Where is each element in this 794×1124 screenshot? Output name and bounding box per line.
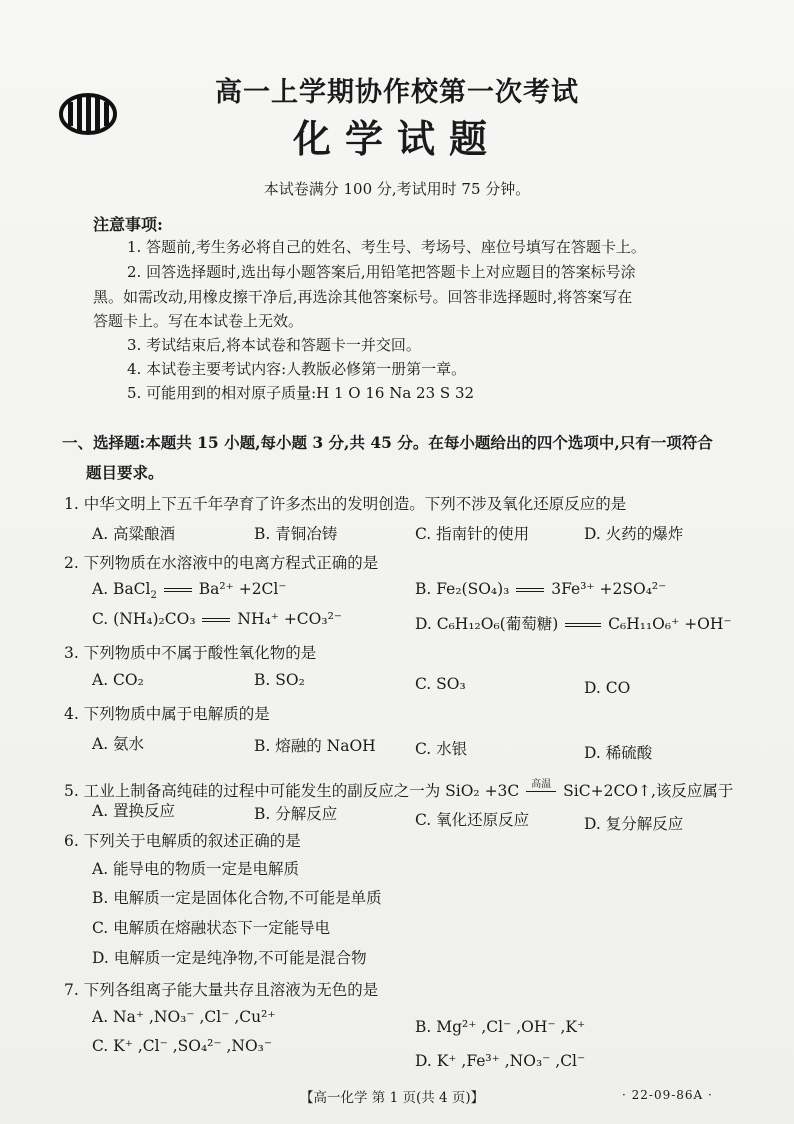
section-heading-line2: 题目要求。 bbox=[86, 463, 164, 482]
option-a-products: Ba²⁺ +2Cl⁻ bbox=[198, 580, 287, 598]
equals-sign bbox=[202, 618, 230, 622]
equals-sign bbox=[516, 588, 544, 592]
question-6-option-c: C. 电解质在熔融状态下一定能导电 bbox=[92, 919, 331, 937]
paper-code: · 22-09-86A · bbox=[622, 1088, 713, 1102]
question-6-option-d: D. 电解质一定是纯净物,不可能是混合物 bbox=[92, 949, 367, 967]
notice-item-1: 1. 答题前,考生务必将自己的姓名、考生号、考场号、座位号填写在答题卡上。 bbox=[127, 238, 646, 256]
exam-title: 高一上学期协作校第一次考试 bbox=[215, 77, 579, 108]
question-4-option-c: C. 水银 bbox=[415, 740, 468, 758]
question-5-stem bbox=[64, 779, 733, 801]
notice-item-2-cont: 黑。如需改动,用橡皮擦干净后,再选涂其他答案标号。回答非选择题时,将答案写在 bbox=[93, 288, 633, 306]
question-3-option-c: C. SO₃ bbox=[415, 675, 466, 693]
question-1-option-a: A. 高粱酿酒 bbox=[92, 525, 176, 543]
question-3-stem: 3. 下列物质中不属于酸性氧化物的是 bbox=[64, 644, 317, 662]
option-b-products: 3Fe³⁺ +2SO₄²⁻ bbox=[551, 580, 667, 598]
question-7-stem: 7. 下列各组离子能大量共存且溶液为无色的是 bbox=[64, 981, 379, 999]
section-heading bbox=[62, 428, 742, 488]
subject-title: 化学试题 bbox=[292, 116, 501, 161]
question-5-option-a: A. 置换反应 bbox=[92, 802, 176, 820]
question-6-option-b: B. 电解质一定是固体化合物,不可能是单质 bbox=[92, 889, 382, 907]
reaction-condition-label: 高温 bbox=[531, 779, 552, 790]
notice-item-2: 2. 回答选择题时,选出每小题答案后,用铅笔把答题卡上对应题目的答案标号涂 bbox=[127, 263, 636, 281]
question-5-stem-end: SiC+2CO↑,该反应属于 bbox=[563, 782, 734, 800]
question-5-option-b: B. 分解反应 bbox=[254, 805, 338, 823]
notice-item-3: 3. 考试结束后,将本试卷和答题卡一并交回。 bbox=[127, 336, 421, 354]
question-5-option-c: C. 氧化还原反应 bbox=[415, 811, 530, 829]
question-1-option-b: B. 青铜冶铸 bbox=[254, 525, 338, 543]
question-1-stem: 1. 中华文明上下五千年孕育了许多杰出的发明创造。下列不涉及氧化还原反应的是 bbox=[64, 495, 627, 513]
question-4-option-b: B. 熔融的 NaOH bbox=[254, 737, 376, 755]
option-d-products: C₆H₁₁O₆⁺ +OH⁻ bbox=[608, 615, 732, 633]
question-2-option-a: A. BaCl$_2$ Ba²⁺ +2Cl⁻ bbox=[92, 580, 287, 602]
question-3-option-b: B. SO₂ bbox=[254, 671, 305, 689]
question-6-option-a: A. 能导电的物质一定是电解质 bbox=[92, 860, 300, 878]
question-3-option-a: A. CO₂ bbox=[92, 671, 144, 689]
question-5-stem-start: 5. 工业上制备高纯硅的过程中可能发生的副反应之一为 SiO₂ +3C bbox=[64, 782, 520, 800]
notice-item-5: 5. 可能用到的相对原子质量:H 1 O 16 Na 23 S 32 bbox=[127, 384, 475, 402]
notice-heading: 注意事项: bbox=[93, 215, 163, 234]
option-a-reactant: A. BaCl bbox=[92, 580, 151, 598]
question-7-option-b: B. Mg²⁺ ,Cl⁻ ,OH⁻ ,K⁺ bbox=[415, 1018, 586, 1036]
question-4-option-d: D. 稀硫酸 bbox=[584, 744, 653, 762]
option-c-products: NH₄⁺ +CO₃²⁻ bbox=[237, 610, 342, 628]
question-1-option-c: C. 指南针的使用 bbox=[415, 525, 530, 543]
question-4-option-a: A. 氨水 bbox=[92, 735, 145, 753]
question-4-stem: 4. 下列物质中属于电解质的是 bbox=[64, 705, 270, 723]
exam-info: 本试卷满分 100 分,考试用时 75 分钟。 bbox=[263, 180, 531, 198]
question-2-option-d bbox=[415, 612, 732, 634]
reaction-condition-arrow bbox=[526, 779, 556, 797]
question-3-option-d: D. CO bbox=[584, 679, 631, 697]
question-5-option-d: D. 复分解反应 bbox=[584, 815, 684, 833]
question-7-option-a: A. Na⁺ ,NO₃⁻ ,Cl⁻ ,Cu²⁺ bbox=[92, 1008, 276, 1026]
notice-item-2-cont2: 答题卡上。写在本试卷上无效。 bbox=[93, 312, 304, 330]
question-2-option-c bbox=[92, 610, 342, 628]
question-1-option-d: D. 火药的爆炸 bbox=[584, 525, 684, 543]
page-footer: 【高一化学 第 1 页(共 4 页)】 bbox=[300, 1090, 485, 1106]
option-d-reactant: D. C₆H₁₂O₆(葡萄糖) bbox=[415, 615, 559, 633]
equals-sign bbox=[164, 588, 192, 592]
question-7-option-d: D. K⁺ ,Fe³⁺ ,NO₃⁻ ,Cl⁻ bbox=[415, 1052, 586, 1070]
question-7-option-c: C. K⁺ ,Cl⁻ ,SO₄²⁻ ,NO₃⁻ bbox=[92, 1037, 273, 1055]
question-6-stem: 6. 下列关于电解质的叙述正确的是 bbox=[64, 832, 301, 850]
option-c-reactant: C. (NH₄)₂CO₃ bbox=[92, 610, 196, 628]
notice-item-4: 4. 本试卷主要考试内容:人教版必修第一册第一章。 bbox=[127, 360, 467, 378]
question-2-option-b bbox=[415, 580, 666, 598]
option-b-reactant: B. Fe₂(SO₄)₃ bbox=[415, 580, 510, 598]
section-heading-line1: 一、选择题:本题共 15 小题,每小题 3 分,共 45 分。在每小题给出的四个选项中,只有一项符合 bbox=[62, 433, 713, 452]
equals-sign bbox=[565, 623, 601, 627]
question-2-stem: 2. 下列物质在水溶液中的电离方程式正确的是 bbox=[64, 554, 379, 572]
